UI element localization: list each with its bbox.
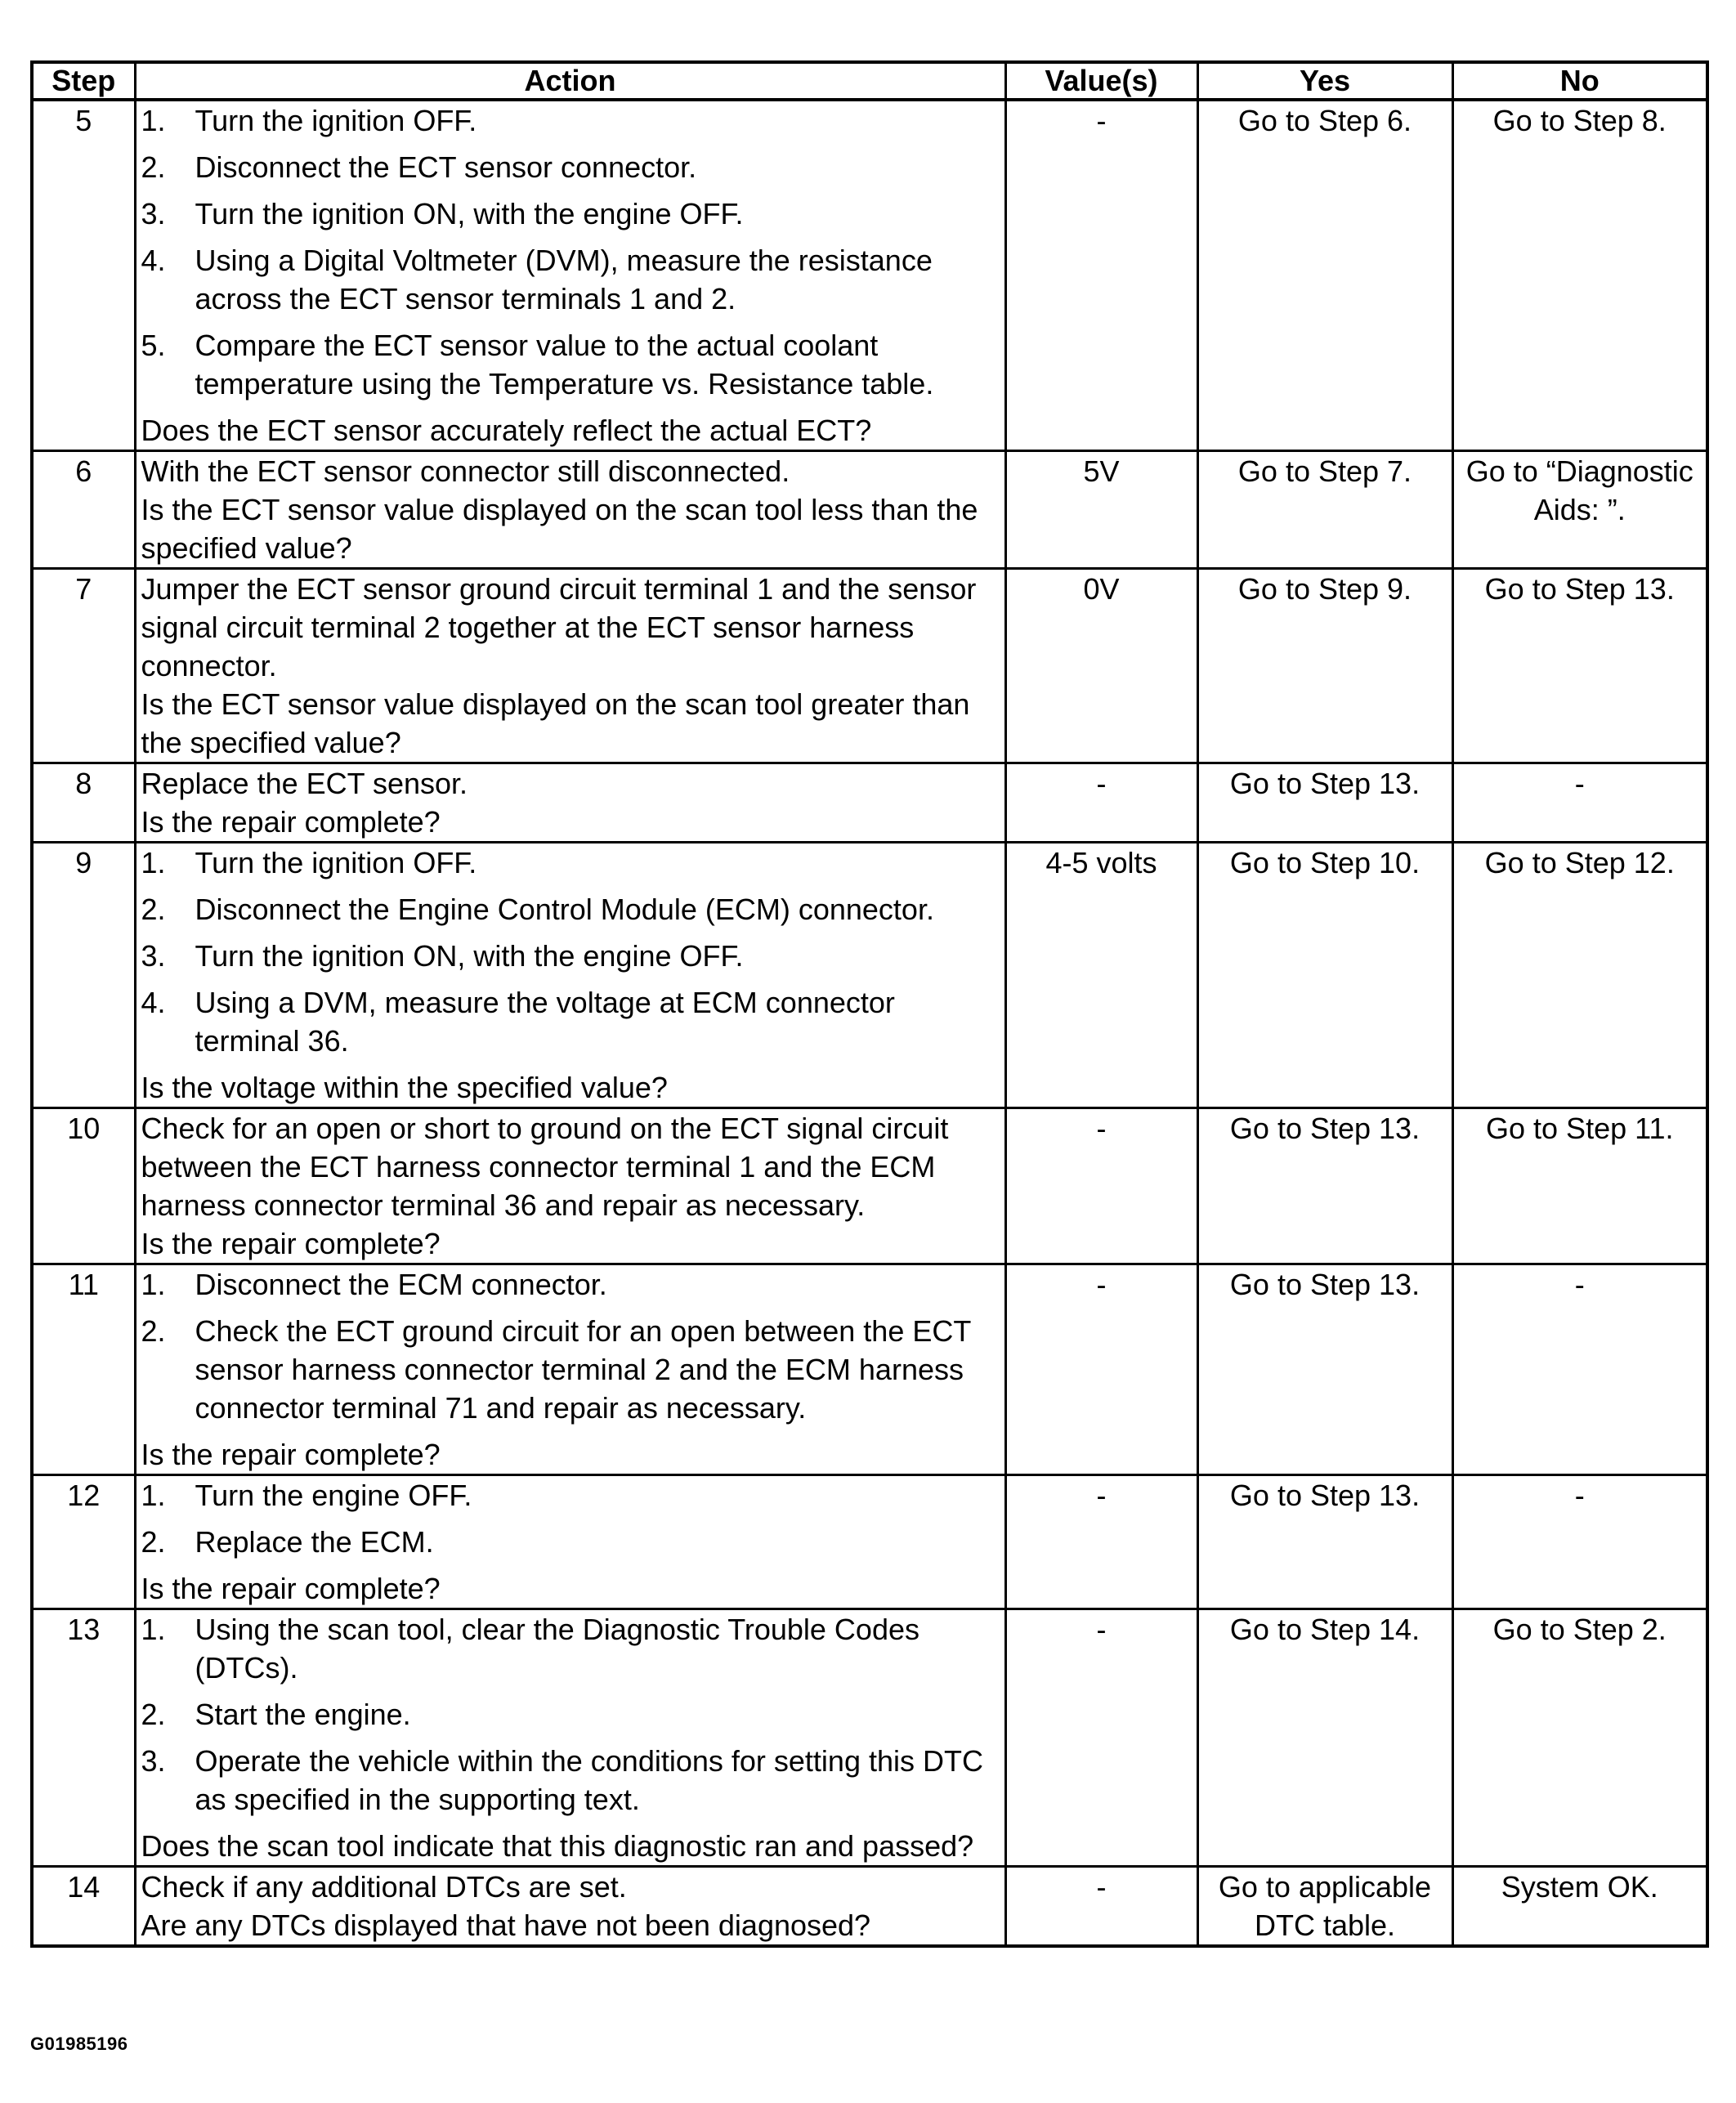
yes-cell: Go to Step 9. bbox=[1197, 569, 1452, 763]
value-cell: - bbox=[1005, 1867, 1197, 1947]
action-step-item bbox=[141, 241, 1000, 318]
yes-cell: Go to Step 14. bbox=[1197, 1609, 1452, 1867]
value-cell: - bbox=[1005, 1264, 1197, 1475]
value-cell: - bbox=[1005, 763, 1197, 843]
action-text: Is the repair complete? bbox=[141, 1227, 441, 1260]
table-row bbox=[32, 1867, 1707, 1947]
action-step-item bbox=[141, 195, 1000, 233]
no-cell: - bbox=[1452, 763, 1707, 843]
header-action: Action bbox=[135, 62, 1005, 100]
action-step-text: Disconnect the ECM connector. bbox=[195, 1268, 607, 1301]
action-step-number: 3. bbox=[141, 939, 166, 973]
step-number: 5 bbox=[32, 100, 135, 451]
action-step-number: 5. bbox=[141, 329, 166, 362]
action-step-item bbox=[141, 326, 1000, 403]
action-step-item bbox=[141, 1742, 1000, 1819]
yes-cell: Go to Step 6. bbox=[1197, 100, 1452, 451]
yes-cell: Go to applicable DTC table. bbox=[1197, 1867, 1452, 1947]
action-step-item bbox=[141, 843, 1000, 882]
action-step-text: Disconnect the Engine Control Module (ECM) connector. bbox=[195, 893, 934, 926]
action-step-item bbox=[141, 101, 1000, 140]
action-text: Is the repair complete? bbox=[141, 1438, 441, 1471]
value-cell: 0V bbox=[1005, 569, 1197, 763]
yes-cell: Go to Step 13. bbox=[1197, 1108, 1452, 1264]
header-yes: Yes bbox=[1197, 62, 1452, 100]
step-number: 6 bbox=[32, 451, 135, 569]
action-text: Check if any additional DTCs are set. bbox=[141, 1870, 627, 1904]
step-number: 10 bbox=[32, 1108, 135, 1264]
action-steps-list bbox=[141, 1476, 1000, 1561]
table-row bbox=[32, 1108, 1707, 1264]
action-step-number: 2. bbox=[141, 1314, 166, 1348]
action-step-text: Start the engine. bbox=[195, 1698, 411, 1731]
action-step-text: Turn the ignition ON, with the engine OFF. bbox=[195, 197, 744, 230]
step-number: 7 bbox=[32, 569, 135, 763]
no-cell: Go to Step 8. bbox=[1452, 100, 1707, 451]
value-cell: - bbox=[1005, 1108, 1197, 1264]
step-number: 14 bbox=[32, 1867, 135, 1947]
action-step-number: 2. bbox=[141, 1525, 166, 1559]
action-cell bbox=[135, 1475, 1005, 1609]
action-step-text: Replace the ECM. bbox=[195, 1525, 434, 1559]
no-cell: Go to Step 2. bbox=[1452, 1609, 1707, 1867]
yes-cell: Go to Step 13. bbox=[1197, 763, 1452, 843]
table-row bbox=[32, 1609, 1707, 1867]
action-step-text: Check the ECT ground circuit for an open between the ECT sensor harness connector terminal 2 and the ECM harness connector terminal 71 and repair as necessary. bbox=[195, 1314, 971, 1425]
yes-cell: Go to Step 13. bbox=[1197, 1264, 1452, 1475]
action-step-text: Turn the ignition OFF. bbox=[195, 846, 477, 879]
table-body bbox=[32, 100, 1707, 1946]
action-text: Does the ECT sensor accurately reflect the actual ECT? bbox=[141, 414, 872, 447]
action-step-number: 1. bbox=[141, 104, 166, 137]
action-cell bbox=[135, 1264, 1005, 1475]
action-step-item bbox=[141, 1610, 1000, 1687]
action-steps-list bbox=[141, 1610, 1000, 1819]
action-step-number: 1. bbox=[141, 1268, 166, 1301]
no-cell: Go to “Diagnostic Aids: ”. bbox=[1452, 451, 1707, 569]
action-cell bbox=[135, 843, 1005, 1108]
action-step-number: 1. bbox=[141, 1479, 166, 1512]
value-cell: 4-5 volts bbox=[1005, 843, 1197, 1108]
action-step-number: 3. bbox=[141, 197, 166, 230]
table-row bbox=[32, 569, 1707, 763]
no-cell: Go to Step 11. bbox=[1452, 1108, 1707, 1264]
action-text: Is the repair complete? bbox=[141, 1572, 441, 1605]
action-step-number: 4. bbox=[141, 244, 166, 277]
action-step-item bbox=[141, 1523, 1000, 1561]
action-step-number: 2. bbox=[141, 893, 166, 926]
action-step-number: 3. bbox=[141, 1744, 166, 1778]
action-text: With the ECT sensor connector still disconnected. bbox=[141, 454, 790, 488]
figure-code: G01985196 bbox=[30, 2034, 128, 2054]
table-row bbox=[32, 1264, 1707, 1475]
action-step-text: Using a DVM, measure the voltage at ECM connector terminal 36. bbox=[195, 986, 895, 1058]
action-step-number: 4. bbox=[141, 986, 166, 1019]
action-step-text: Using the scan tool, clear the Diagnostic Trouble Codes (DTCs). bbox=[195, 1613, 919, 1685]
action-text: Check for an open or short to ground on the ECT signal circuit between the ECT harness connector terminal 1 and the ECM harness connector terminal 36 and repair as necessary. bbox=[141, 1112, 949, 1222]
action-step-number: 2. bbox=[141, 1698, 166, 1731]
action-steps-list bbox=[141, 843, 1000, 1060]
action-step-text: Turn the engine OFF. bbox=[195, 1479, 472, 1512]
step-number: 11 bbox=[32, 1264, 135, 1475]
header-no: No bbox=[1452, 62, 1707, 100]
action-steps-list bbox=[141, 1265, 1000, 1427]
yes-cell: Go to Step 7. bbox=[1197, 451, 1452, 569]
table-row bbox=[32, 100, 1707, 451]
action-text: Jumper the ECT sensor ground circuit terminal 1 and the sensor signal circuit terminal 2 together at the ECT sensor harness connector. bbox=[141, 572, 977, 682]
action-text: Replace the ECT sensor. bbox=[141, 767, 468, 800]
action-step-item bbox=[141, 1265, 1000, 1304]
action-step-item bbox=[141, 1476, 1000, 1515]
table-row bbox=[32, 1475, 1707, 1609]
yes-cell: Go to Step 13. bbox=[1197, 1475, 1452, 1609]
step-number: 12 bbox=[32, 1475, 135, 1609]
value-cell: - bbox=[1005, 1609, 1197, 1867]
action-cell bbox=[135, 1108, 1005, 1264]
action-text: Is the ECT sensor value displayed on the scan tool greater than the specified value? bbox=[141, 687, 970, 759]
action-step-item bbox=[141, 983, 1000, 1060]
no-cell: - bbox=[1452, 1475, 1707, 1609]
action-step-number: 1. bbox=[141, 1613, 166, 1646]
table-row bbox=[32, 843, 1707, 1108]
yes-cell: Go to Step 10. bbox=[1197, 843, 1452, 1108]
value-cell: 5V bbox=[1005, 451, 1197, 569]
action-step-item bbox=[141, 890, 1000, 928]
action-text: Is the ECT sensor value displayed on the scan tool less than the specified value? bbox=[141, 493, 978, 565]
action-cell bbox=[135, 451, 1005, 569]
header-values: Value(s) bbox=[1005, 62, 1197, 100]
action-text: Is the repair complete? bbox=[141, 805, 441, 839]
action-text: Are any DTCs displayed that have not been diagnosed? bbox=[141, 1908, 871, 1942]
action-text: Does the scan tool indicate that this diagnostic ran and passed? bbox=[141, 1829, 974, 1863]
action-cell bbox=[135, 569, 1005, 763]
no-cell: Go to Step 12. bbox=[1452, 843, 1707, 1108]
action-cell bbox=[135, 763, 1005, 843]
action-step-item bbox=[141, 1312, 1000, 1427]
diagnostic-table bbox=[30, 60, 1709, 1948]
no-cell: System OK. bbox=[1452, 1867, 1707, 1947]
action-cell bbox=[135, 1609, 1005, 1867]
action-step-text: Compare the ECT sensor value to the actual coolant temperature using the Temperature vs. Resistance table. bbox=[195, 329, 934, 400]
step-number: 9 bbox=[32, 843, 135, 1108]
action-step-text: Operate the vehicle within the conditions for setting this DTC as specified in the supporting text. bbox=[195, 1744, 983, 1816]
action-step-text: Disconnect the ECT sensor connector. bbox=[195, 150, 697, 184]
action-step-text: Using a Digital Voltmeter (DVM), measure the resistance across the ECT sensor terminals 1 and 2. bbox=[195, 244, 933, 315]
action-step-item bbox=[141, 1695, 1000, 1734]
table-row bbox=[32, 451, 1707, 569]
action-cell bbox=[135, 100, 1005, 451]
action-step-text: Turn the ignition OFF. bbox=[195, 104, 477, 137]
action-step-text: Turn the ignition ON, with the engine OFF. bbox=[195, 939, 744, 973]
action-step-item bbox=[141, 148, 1000, 186]
action-step-item bbox=[141, 937, 1000, 975]
action-cell bbox=[135, 1867, 1005, 1947]
step-number: 8 bbox=[32, 763, 135, 843]
value-cell: - bbox=[1005, 1475, 1197, 1609]
table-row bbox=[32, 763, 1707, 843]
header-step: Step bbox=[32, 62, 135, 100]
header-row bbox=[32, 62, 1707, 100]
step-number: 13 bbox=[32, 1609, 135, 1867]
action-steps-list bbox=[141, 101, 1000, 403]
value-cell: - bbox=[1005, 100, 1197, 451]
no-cell: - bbox=[1452, 1264, 1707, 1475]
action-step-number: 1. bbox=[141, 846, 166, 879]
action-step-number: 2. bbox=[141, 150, 166, 184]
no-cell: Go to Step 13. bbox=[1452, 569, 1707, 763]
action-text: Is the voltage within the specified value? bbox=[141, 1071, 668, 1104]
